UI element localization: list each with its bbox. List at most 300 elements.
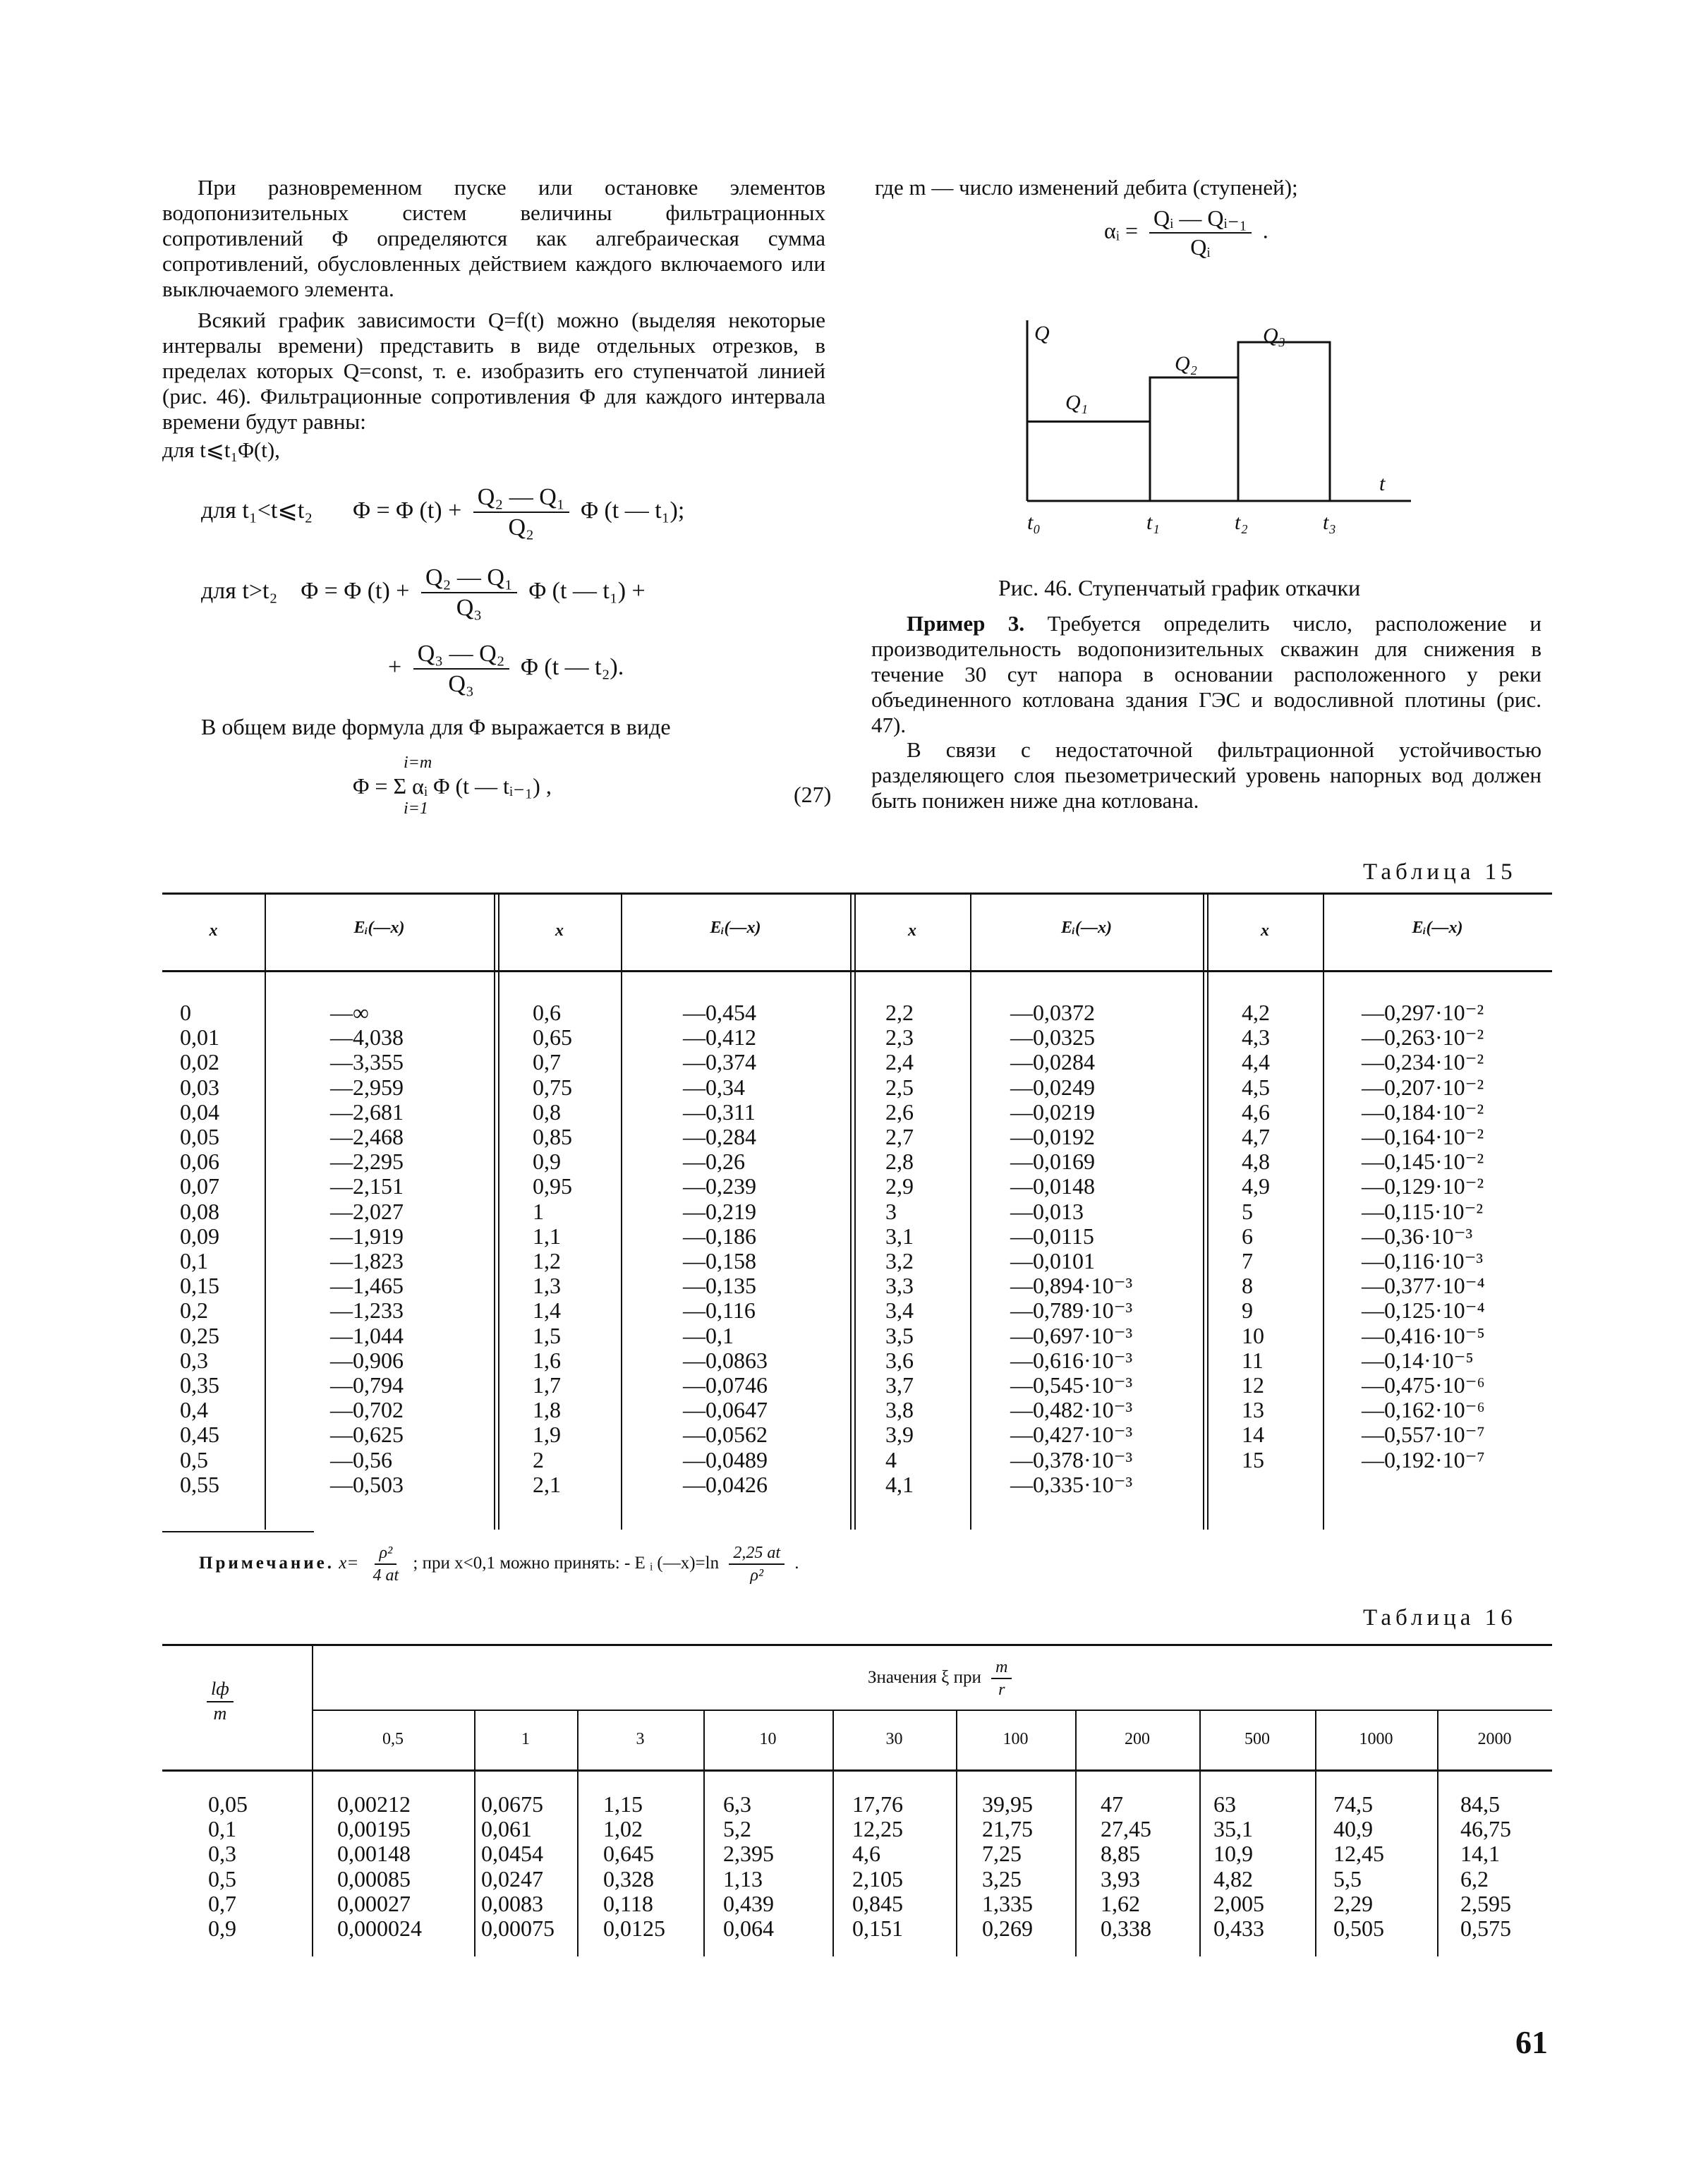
t16-cell: 40,9 <box>1333 1816 1373 1842</box>
t15-x-cell: 3,7 <box>885 1372 914 1398</box>
table-15-note <box>199 1544 799 1585</box>
case-2-formula <box>201 484 684 541</box>
t16-span-header <box>868 1658 1017 1700</box>
t15-ei-column-3 <box>1010 1000 1132 1497</box>
note-frac2-num: 2,25 at <box>729 1544 785 1565</box>
t15-x-cell: 1,3 <box>533 1273 561 1299</box>
t16-cell: 2,595 <box>1460 1890 1511 1916</box>
t16-cell: 84,5 <box>1460 1791 1500 1817</box>
t16-cell: 12,25 <box>852 1816 903 1842</box>
case-3b-plus: + <box>388 654 402 681</box>
t15-ei-cell: —0,234·10⁻² <box>1362 1049 1484 1075</box>
t15-x-cell: 0 <box>180 1000 191 1025</box>
t15-ei-cell: —0,14·10⁻⁵ <box>1362 1347 1474 1373</box>
t16-cell: 0,151 <box>852 1916 903 1942</box>
t15-ei-column-4 <box>1362 1000 1485 1472</box>
t16-cell: 21,75 <box>982 1816 1033 1842</box>
t15-ei-cell: —0,56 <box>330 1446 392 1472</box>
t15-ei-cell: —0,0219 <box>1010 1099 1095 1125</box>
t15-x-cell: 2,2 <box>885 1000 914 1025</box>
t16-row-label: 0,05 <box>208 1791 248 1817</box>
t16-column <box>603 1792 665 1941</box>
t15-header-x-3: x <box>908 921 916 940</box>
example-3-paragraph-2: В связи с недостаточной фильтрационной устойчивостью разделяющего слоя пьезометрический уровень напорных вод должен быть понижен ниже дна котлована. <box>871 737 1542 813</box>
t15-x-cell: 2,4 <box>885 1049 914 1075</box>
t15-x-cell: 0,07 <box>180 1173 219 1199</box>
t15-ei-cell: —4,038 <box>330 1024 404 1051</box>
t15-ei-cell: —0,116 <box>683 1297 756 1324</box>
t15-ei-cell: —1,919 <box>330 1223 404 1249</box>
t15-ei-cell: —2,681 <box>330 1099 404 1125</box>
t16-cell: 5,5 <box>1333 1865 1362 1892</box>
case-3-prefix: для t>t₂ <box>201 578 278 605</box>
t16-cell: 0,00148 <box>337 1841 411 1867</box>
t15-x-cell: 0,01 <box>180 1024 219 1051</box>
t15-x-cell: 1,2 <box>533 1248 561 1274</box>
t15-x-cell: 4,3 <box>1242 1024 1270 1051</box>
t15-x-cell: 4,5 <box>1242 1074 1270 1100</box>
t15-x-cell: 0,6 <box>533 1000 561 1025</box>
t15-ei-cell: —0,158 <box>683 1248 756 1274</box>
t15-x-cell: 0,04 <box>180 1099 219 1125</box>
t15-ei-cell: —2,027 <box>330 1198 404 1224</box>
example-3-label: Пример 3. <box>907 611 1025 636</box>
t15-ei-cell: —1,465 <box>330 1273 404 1299</box>
t16-cell: 0,0247 <box>481 1865 543 1892</box>
t15-header-x-4: x <box>1261 921 1269 940</box>
t15-ei-cell: —0,184·10⁻² <box>1362 1099 1484 1125</box>
t15-ei-cell: —0,377·10⁻⁴ <box>1362 1273 1485 1299</box>
table-16-title: Таблица 16 <box>1363 1605 1517 1630</box>
tick-t2: t₂ <box>1235 511 1248 534</box>
t16-cell: 7,25 <box>982 1841 1022 1867</box>
t16-cell: 0,0125 <box>603 1916 665 1942</box>
t16-col-header-6: 100 <box>1003 1730 1029 1748</box>
t16-col-header-9: 1000 <box>1359 1730 1393 1748</box>
t15-header-ei-2: Eᵢ(—x) <box>710 919 761 937</box>
t16-cell: 0,0454 <box>481 1841 543 1867</box>
t15-ei-cell: —0,794 <box>330 1372 404 1398</box>
note-middle: ; при x<0,1 можно принять: - E ᵢ (—x)=ln <box>413 1554 720 1573</box>
t16-cell: 1,15 <box>603 1791 643 1817</box>
example-3-text: Требуется определить число, расположение и производительность водопонизительных скважин для снижения в течение 30 сут напора в основании расположенного у реки объединенного котлована здания ГЭС и водосливной плотины (рис. 47). <box>871 611 1542 737</box>
t16-col-header-4: 10 <box>759 1730 777 1748</box>
t16-cell: 4,82 <box>1213 1865 1253 1892</box>
t15-ei-cell: —0,1 <box>683 1322 734 1348</box>
t16-col-header-2: 1 <box>521 1730 530 1748</box>
t16-cell: 0,00195 <box>337 1816 411 1842</box>
t15-ei-cell: —0,475·10⁻⁶ <box>1362 1372 1485 1398</box>
t15-x-cell: 0,8 <box>533 1099 561 1125</box>
t16-cell: 5,2 <box>723 1816 751 1842</box>
t15-x-cell: 0,55 <box>180 1471 219 1497</box>
t15-x-cell: 4,2 <box>1242 1000 1270 1025</box>
step-label-q3: Q₃ <box>1263 324 1286 347</box>
t16-cell: 0,0675 <box>481 1791 543 1817</box>
t15-x-cell: 0,7 <box>533 1049 561 1075</box>
t16-cell: 17,76 <box>852 1791 903 1817</box>
t16-cell: 47 <box>1101 1791 1123 1817</box>
note-frac1-den: 4 at <box>373 1566 399 1585</box>
alpha-lhs: αᵢ = <box>1104 217 1139 243</box>
example-3-paragraph <box>871 611 1542 738</box>
t15-x-cell: 0,05 <box>180 1124 219 1150</box>
t15-ei-cell: —0,557·10⁻⁷ <box>1362 1422 1485 1448</box>
tick-t0: t₀ <box>1027 511 1041 534</box>
t16-cell: 0,00212 <box>337 1791 411 1817</box>
t15-header-ei-3: Eᵢ(—x) <box>1060 919 1113 937</box>
case-2-numerator: Q₂ — Q₁ <box>473 484 569 513</box>
t16-col-header-1: 0,5 <box>382 1730 404 1748</box>
note-frac1-num: ρ² <box>375 1544 396 1565</box>
alpha-intro: где m — число изменений дебита (ступеней); <box>875 175 1298 200</box>
t16-span-header-text: Значения ξ при <box>868 1668 981 1688</box>
t15-x-cell: 3,8 <box>885 1397 914 1423</box>
t15-ei-cell: —0,412 <box>683 1024 756 1051</box>
note-x: x= <box>339 1554 359 1573</box>
t15-ei-cell: —0,0249 <box>1010 1074 1095 1100</box>
t15-ei-cell: —1,044 <box>330 1322 404 1348</box>
alpha-dot: . <box>1262 217 1268 243</box>
t15-x-cell: 1,1 <box>533 1223 561 1249</box>
t16-cell: 27,45 <box>1101 1816 1151 1842</box>
t15-ei-cell: —0,115·10⁻² <box>1362 1198 1483 1224</box>
t15-ei-cell: —0,894·10⁻³ <box>1010 1273 1133 1299</box>
t15-ei-cell: —0,427·10⁻³ <box>1010 1422 1133 1448</box>
t16-cell: 46,75 <box>1460 1816 1511 1842</box>
t16-cell: 14,1 <box>1460 1841 1500 1867</box>
t16-cell: 0,328 <box>603 1865 654 1892</box>
t16-column <box>723 1792 774 1941</box>
t16-column <box>481 1792 555 1941</box>
t15-x-column-4 <box>1242 1000 1270 1472</box>
t16-cell: 0,269 <box>982 1916 1033 1942</box>
tick-t1: t₁ <box>1146 511 1160 534</box>
t16-cell: 4,6 <box>852 1841 880 1867</box>
t16-cell: 0,439 <box>723 1890 774 1916</box>
t15-x-cell: 1,8 <box>533 1397 561 1423</box>
t15-x-cell: 1,9 <box>533 1422 561 1448</box>
case-3-denominator: Q₃ <box>456 595 483 622</box>
t15-ei-cell: —0,239 <box>683 1173 756 1199</box>
t16-cell: 0,0083 <box>481 1890 543 1916</box>
t15-ei-cell: —0,625 <box>330 1422 404 1448</box>
t15-x-cell: 4,7 <box>1242 1124 1270 1150</box>
t15-x-cell: 4,9 <box>1242 1173 1270 1199</box>
t16-col-header-3: 3 <box>636 1730 645 1748</box>
t16-cell: 3,93 <box>1101 1865 1140 1892</box>
case-2-tail: Φ (t — t₁); <box>581 497 685 524</box>
t15-x-cell: 2,5 <box>885 1074 914 1100</box>
t16-cell: 0,00085 <box>337 1865 411 1892</box>
t15-header-ei-1: Eᵢ(—x) <box>353 919 405 937</box>
t16-cell: 0,000024 <box>337 1916 422 1942</box>
t15-x-cell: 0,9 <box>533 1149 561 1175</box>
t15-x-cell: 5 <box>1242 1198 1253 1224</box>
t15-ei-cell: —0,0562 <box>683 1422 768 1448</box>
t15-x-cell: 4 <box>885 1446 897 1472</box>
t16-cell: 0,645 <box>603 1841 654 1867</box>
t16-cell: 2,005 <box>1213 1890 1264 1916</box>
t15-ei-cell: —0,702 <box>330 1397 404 1423</box>
t15-x-cell: 4,1 <box>885 1471 914 1497</box>
t15-x-cell: 0,2 <box>180 1297 208 1324</box>
case-2-denominator: Q₂ <box>508 514 534 541</box>
alpha-formula <box>1104 206 1268 260</box>
t15-x-cell: 4,4 <box>1242 1049 1270 1075</box>
t16-row-header-den: m <box>213 1702 227 1724</box>
t16-column <box>1333 1792 1384 1941</box>
t15-x-cell: 4,8 <box>1242 1149 1270 1175</box>
t15-ei-cell: —0,263·10⁻² <box>1362 1024 1484 1051</box>
t15-header-ei-4: Eᵢ(—x) <box>1412 919 1463 937</box>
t15-x-cell: 2,6 <box>885 1099 914 1125</box>
t15-ei-cell: —0,219 <box>683 1198 756 1224</box>
paragraph-step-graph: Всякий график зависимости Q=f(t) можно (выделяя некоторые интервалы времени) представить в виде отдельных отрезков, в пределах которых Q=const, т. е. изобразить его ступенчатой линией (рис. 46). Фильтрационные сопротивления Φ для каждого интервала времени будут равны: <box>162 308 825 434</box>
t15-x-cell: 3,3 <box>885 1273 914 1299</box>
t15-ei-cell: —0,0489 <box>683 1446 768 1472</box>
t16-cell: 2,395 <box>723 1841 774 1867</box>
t15-ei-cell: —0,0746 <box>683 1372 768 1398</box>
t15-x-cell: 0,09 <box>180 1223 219 1249</box>
t16-cell: 74,5 <box>1333 1791 1373 1817</box>
case-3b-formula <box>388 641 624 698</box>
t15-x-cell: 0,03 <box>180 1074 219 1100</box>
t15-ei-cell: —0,36·10⁻³ <box>1362 1223 1473 1249</box>
t15-ei-cell: —0,0325 <box>1010 1024 1095 1051</box>
t15-ei-cell: —0,207·10⁻² <box>1362 1074 1484 1100</box>
t15-x-cell: 0,5 <box>180 1446 208 1472</box>
t15-ei-cell: —0,26 <box>683 1149 745 1175</box>
t16-column <box>1101 1792 1151 1941</box>
t15-x-cell: 2,8 <box>885 1149 914 1175</box>
t15-x-cell: 14 <box>1242 1422 1264 1448</box>
t16-cell: 3,25 <box>982 1865 1022 1892</box>
t15-x-cell: 0,08 <box>180 1198 219 1224</box>
t15-ei-cell: —0,34 <box>683 1074 745 1100</box>
t15-ei-cell: —0,0284 <box>1010 1049 1095 1075</box>
t16-row-label: 0,1 <box>208 1816 236 1842</box>
t16-row-header-num: lф <box>207 1679 234 1702</box>
t16-cell: 63 <box>1213 1791 1236 1817</box>
step-label-q2: Q₂ <box>1175 352 1198 375</box>
case-3b-tail: Φ (t — t₂). <box>521 654 624 681</box>
t15-x-cell: 0,35 <box>180 1372 219 1398</box>
t15-x-cell: 1,4 <box>533 1297 561 1324</box>
t15-ei-cell: —0,311 <box>683 1099 756 1125</box>
t15-x-column-2 <box>533 1000 572 1497</box>
t15-x-cell: 0,65 <box>533 1024 572 1051</box>
t15-x-cell: 2,1 <box>533 1471 561 1497</box>
t16-col-header-5: 30 <box>885 1730 903 1748</box>
case-3b-numerator: Q₃ — Q₂ <box>413 641 509 670</box>
tick-t3: t₃ <box>1323 511 1336 534</box>
t15-x-cell: 0,1 <box>180 1248 208 1274</box>
t16-cell: 1,02 <box>603 1816 643 1842</box>
t15-ei-cell: —0,482·10⁻³ <box>1010 1397 1133 1423</box>
t15-x-cell: 10 <box>1242 1322 1264 1348</box>
t16-cell: 39,95 <box>982 1791 1033 1817</box>
t16-cell: 0,338 <box>1101 1916 1151 1942</box>
t16-row-label: 0,7 <box>208 1890 236 1916</box>
case-1: для t⩽t₁Φ(t), <box>162 437 280 462</box>
t16-cell: 0,505 <box>1333 1916 1384 1942</box>
equation-number: (27) <box>794 782 832 807</box>
t16-cell: 1,62 <box>1101 1890 1140 1916</box>
page-number: 61 <box>1515 2024 1548 2060</box>
t15-ei-cell: —0,697·10⁻³ <box>1010 1322 1133 1348</box>
t15-ei-cell: —3,355 <box>330 1049 404 1075</box>
t15-ei-cell: —0,789·10⁻³ <box>1010 1297 1133 1324</box>
t-axis-label: t <box>1379 472 1386 495</box>
note-label: Примечание. <box>199 1554 335 1573</box>
t15-x-cell: 2 <box>533 1446 544 1472</box>
t16-cell: 1,13 <box>723 1865 763 1892</box>
t15-ei-cell: —2,959 <box>330 1074 404 1100</box>
t15-ei-cell: —0,0101 <box>1010 1248 1095 1274</box>
t15-ei-cell: —0,0115 <box>1010 1223 1094 1249</box>
t16-row-header <box>201 1679 239 1724</box>
t15-ei-cell: —0,503 <box>330 1471 404 1497</box>
t15-ei-cell: —0,192·10⁻⁷ <box>1362 1446 1485 1472</box>
t16-cell: 0,00075 <box>481 1916 555 1942</box>
t15-x-cell: 0,02 <box>180 1049 219 1075</box>
t15-ei-cell: —0,164·10⁻² <box>1362 1124 1484 1150</box>
t16-col-header-7: 200 <box>1125 1730 1150 1748</box>
t16-column <box>1213 1792 1264 1941</box>
t15-x-cell: 3,9 <box>885 1422 914 1448</box>
t15-ei-cell: —0,454 <box>683 1000 756 1025</box>
t15-ei-cell: —0,129·10⁻² <box>1362 1173 1484 1199</box>
case-2-lhs: Φ = Φ (t) + <box>353 497 462 524</box>
t15-ei-cell: —1,233 <box>330 1297 404 1324</box>
case-3-tail: Φ (t — t₁) + <box>528 578 646 605</box>
step-label-q1: Q₁ <box>1065 391 1089 414</box>
t15-x-cell: 8 <box>1242 1273 1253 1299</box>
t16-cell: 0,064 <box>723 1916 774 1942</box>
t15-ei-cell: —0,013 <box>1010 1198 1084 1224</box>
table-15-title: Таблица 15 <box>1363 859 1517 885</box>
t16-cell: 2,29 <box>1333 1890 1373 1916</box>
paragraph-superposition: При разновременном пуске или остановке элементов водопонизительных систем величины фильтрационных сопротивлений Φ определяются как алгебраическая сумма сопротивлений, обусловленных действием каждого включаемого или выключаемого элемента. <box>162 175 825 301</box>
case-3-numerator: Q₂ — Q₁ <box>421 564 517 593</box>
t16-cell: 0,845 <box>852 1890 903 1916</box>
t15-ei-cell: —0,297·10⁻² <box>1362 1000 1484 1025</box>
t16-cell: 0,061 <box>481 1816 532 1842</box>
t15-x-cell: 9 <box>1242 1297 1253 1324</box>
t15-ei-cell: —0,0192 <box>1010 1124 1095 1150</box>
t16-span-frac-den: r <box>998 1681 1005 1700</box>
t15-x-cell: 6 <box>1242 1223 1253 1249</box>
t15-x-cell: 1,7 <box>533 1372 561 1398</box>
t16-row-label: 0,3 <box>208 1841 236 1867</box>
t16-cell: 1,335 <box>982 1890 1033 1916</box>
t15-x-cell: 1 <box>533 1198 544 1224</box>
sum-expression: Φ = Σ αᵢ Φ (t — tᵢ₋₁) , <box>353 773 552 799</box>
t16-column <box>852 1792 903 1941</box>
t15-x-cell: 3,5 <box>885 1322 914 1348</box>
left-column <box>162 175 825 463</box>
t16-row-labels <box>208 1792 248 1941</box>
t15-ei-cell: —2,295 <box>330 1149 404 1175</box>
t15-ei-cell: —0,135 <box>683 1273 756 1299</box>
q-axis-label: Q <box>1034 322 1050 345</box>
t15-ei-cell: —0,145·10⁻² <box>1362 1149 1484 1175</box>
t15-x-cell: 0,06 <box>180 1149 219 1175</box>
t15-x-cell: 3,1 <box>885 1223 914 1249</box>
t15-x-cell: 13 <box>1242 1397 1264 1423</box>
t15-ei-cell: —∞ <box>330 1000 369 1025</box>
t16-cell: 10,9 <box>1213 1841 1253 1867</box>
note-frac2-den: ρ² <box>750 1566 764 1585</box>
t16-col-header-8: 500 <box>1244 1730 1270 1748</box>
t15-x-cell: 1,5 <box>533 1322 561 1348</box>
t15-x-cell: 0,85 <box>533 1124 572 1150</box>
t15-x-cell: 3,2 <box>885 1248 914 1274</box>
t15-x-cell: 3 <box>885 1198 897 1224</box>
t15-x-cell: 1,6 <box>533 1347 561 1373</box>
t16-cell: 0,433 <box>1213 1916 1264 1942</box>
t16-cell: 2,105 <box>852 1865 903 1892</box>
t15-ei-cell: —0,162·10⁻⁶ <box>1362 1397 1485 1423</box>
t15-x-cell: 2,7 <box>885 1124 914 1150</box>
case-3-lhs: Φ = Φ (t) + <box>301 578 410 605</box>
t15-ei-cell: —0,284 <box>683 1124 756 1150</box>
t15-ei-cell: —0,545·10⁻³ <box>1010 1372 1133 1398</box>
t15-ei-cell: —0,0169 <box>1010 1149 1095 1175</box>
t16-cell: 6,3 <box>723 1791 751 1817</box>
t16-cell: 0,118 <box>603 1890 653 1916</box>
step-graph-figure <box>1016 310 1418 550</box>
t16-cell: 8,85 <box>1101 1841 1140 1867</box>
t16-row-label: 0,5 <box>208 1865 236 1892</box>
t15-x-column-1 <box>180 1000 219 1497</box>
t15-ei-cell: —2,468 <box>330 1124 404 1150</box>
t15-x-cell: 0,95 <box>533 1173 572 1199</box>
t15-x-cell: 0,3 <box>180 1347 208 1373</box>
t16-cell: 12,45 <box>1333 1841 1384 1867</box>
t15-x-cell: 12 <box>1242 1372 1264 1398</box>
t16-row-label: 0,9 <box>208 1916 236 1942</box>
t15-ei-cell: —2,151 <box>330 1173 404 1199</box>
t16-cell: 0,00027 <box>337 1890 411 1916</box>
t15-x-cell: 0,75 <box>533 1074 572 1100</box>
general-form-text: В общем виде формула для Φ выражается в виде <box>201 714 671 739</box>
t16-column <box>1460 1792 1511 1941</box>
t15-ei-cell: —0,0647 <box>683 1397 768 1423</box>
t15-ei-cell: —0,186 <box>683 1223 756 1249</box>
case-3b-denominator: Q₃ <box>448 671 474 698</box>
sum-upper-limit: i=m <box>404 754 432 772</box>
t15-ei-cell: —0,416·10⁻⁵ <box>1362 1322 1485 1348</box>
t15-x-cell: 2,9 <box>885 1173 914 1199</box>
t15-ei-cell: —0,378·10⁻³ <box>1010 1446 1133 1472</box>
t15-header-x-1: x <box>209 921 218 940</box>
t15-ei-cell: —0,616·10⁻³ <box>1010 1347 1133 1373</box>
t16-span-frac-num: m <box>991 1658 1012 1679</box>
t15-x-cell: 2,3 <box>885 1024 914 1051</box>
t15-ei-cell: —0,0426 <box>683 1471 768 1497</box>
alpha-numerator: Qᵢ — Qᵢ₋₁ <box>1149 206 1252 234</box>
t15-ei-cell: —0,335·10⁻³ <box>1010 1471 1133 1497</box>
t15-ei-cell: —0,0148 <box>1010 1173 1095 1199</box>
t15-x-cell: 4,6 <box>1242 1099 1270 1125</box>
t15-x-cell: 11 <box>1242 1347 1264 1373</box>
t15-ei-column-2 <box>683 1000 768 1497</box>
note-end: . <box>794 1554 799 1573</box>
t15-x-cell: 0,4 <box>180 1397 208 1423</box>
t16-col-header-10: 2000 <box>1477 1730 1512 1748</box>
